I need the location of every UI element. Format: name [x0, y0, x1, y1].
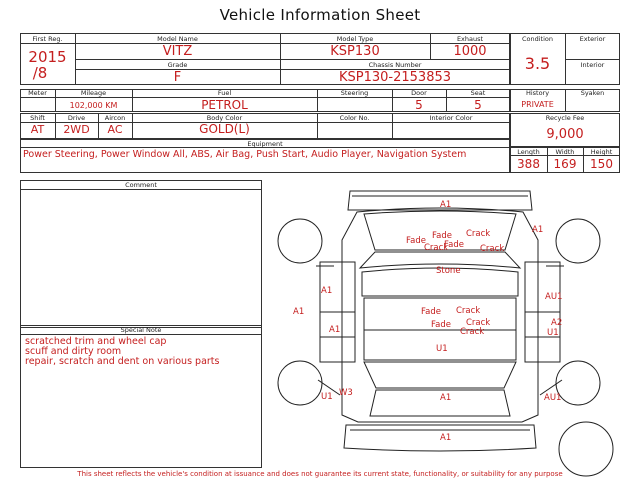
mark-cabin-u1: U1: [436, 344, 448, 354]
model-name-label: Model Name: [157, 35, 198, 43]
chassis-number-value: KSP130-2153853: [338, 70, 452, 85]
special-note-value: scratched trim and wheel cap scuff and dirty room repair, scratch and dent on various parts: [25, 336, 220, 367]
disclaimer-footer: This sheet reflects the vehicle's condition at issuance and does not guarantee its current state, functionality, or suitability for any purpose: [77, 470, 563, 478]
mark-right-door-u1: U1: [547, 328, 559, 338]
mark-right-fender: AU1: [545, 292, 563, 302]
first-reg-month: /8: [32, 64, 48, 82]
equipment-label: Equipment: [247, 140, 283, 148]
left-doors: [320, 312, 355, 362]
seat-value: 5: [474, 98, 482, 112]
mark-hood-crack-1: Crack: [466, 229, 491, 239]
model-name-value: VITZ: [162, 44, 193, 59]
mark-cabin-crack-3: Crack: [460, 327, 485, 337]
mark-hood-fade-2: Fade: [406, 236, 426, 246]
width-value: 169: [553, 157, 577, 171]
condition-label: Condition: [521, 35, 554, 43]
door-label: Door: [411, 89, 427, 97]
equipment-value: Power Steering, Power Window All, ABS, Air Bag, Push Start, Audio Player, Navigation System: [23, 149, 467, 160]
fuel-label: Fuel: [217, 89, 232, 97]
mark-cabin-fade-1: Fade: [421, 307, 441, 317]
body-color-value: GOLD(L): [199, 122, 250, 136]
first-reg-label: First Reg.: [32, 35, 63, 43]
grade-value: F: [173, 70, 182, 85]
first-reg-year: 2015: [28, 48, 67, 66]
syaken-label: Syaken: [580, 89, 605, 97]
color-no-label: Color No.: [339, 114, 370, 122]
mark-left-mirror: A1: [293, 307, 305, 317]
exhaust-label: Exhaust: [456, 35, 484, 43]
meter-label: Meter: [28, 89, 47, 97]
mark-hood-crack-2: Crack: [424, 243, 449, 253]
mark-right-front: A1: [532, 225, 544, 235]
mark-hood-fade-1: Fade: [432, 231, 452, 241]
comment-box: [20, 180, 262, 328]
mark-hood-crack-3: Crack: [480, 244, 505, 254]
right-front-fender: [525, 262, 563, 312]
chassis-number-label: Chassis Number: [368, 61, 422, 69]
length-label: Length: [517, 148, 540, 156]
mark-front-bumper: A1: [440, 200, 452, 210]
recycle-fee-value: 9,000: [546, 127, 584, 142]
mark-left-door: A1: [329, 325, 341, 335]
recycle-fee-label: Recycle Fee: [545, 114, 585, 122]
interior-color-label: Interior Color: [429, 114, 473, 122]
rear-window: [364, 362, 516, 388]
history-label: History: [525, 89, 550, 97]
mark-left-rear-u1: U1: [321, 392, 333, 402]
wheel-front-left: [278, 219, 322, 263]
interior-label: Interior: [580, 61, 605, 69]
model-type-label: Model Type: [336, 35, 374, 43]
mark-right-door-a2: A2: [551, 318, 563, 328]
body-color-label: Body Color: [206, 114, 243, 122]
drive-label: Drive: [67, 114, 86, 122]
sheet-title: Vehicle Information Sheet: [219, 6, 421, 24]
aircon-value: AC: [107, 123, 123, 136]
mileage-label: Mileage: [80, 89, 107, 97]
wheel-rear-right: [556, 361, 600, 405]
condition-value: 3.5: [524, 54, 551, 73]
mileage-value: 102,000 KM: [69, 101, 118, 110]
exterior-label: Exterior: [579, 35, 606, 43]
mark-cabin-crack-1: Crack: [456, 306, 481, 316]
wheel-rear-left: [278, 361, 322, 405]
mark-left-rear-w3: W3: [339, 388, 353, 398]
comment-label: Comment: [125, 181, 157, 189]
shift-label: Shift: [30, 114, 45, 122]
height-value: 150: [590, 157, 613, 171]
wheel-front-right: [556, 219, 600, 263]
shift-value: AT: [30, 123, 45, 136]
exhaust-value: 1000: [453, 44, 487, 59]
drive-value: 2WD: [63, 123, 90, 136]
mark-roof-stone: Stone: [436, 266, 461, 276]
steering-label: Steering: [340, 89, 369, 97]
aircon-label: Aircon: [104, 114, 126, 122]
width-label: Width: [555, 148, 575, 156]
mark-rear-bottom: A1: [440, 433, 452, 443]
grade-label: Grade: [167, 61, 188, 69]
special-note-label: Special Note: [120, 326, 162, 334]
mark-cabin-crack-2: Crack: [466, 318, 491, 328]
mark-right-rear: AU1: [544, 393, 562, 403]
door-value: 5: [415, 98, 423, 112]
history-value: PRIVATE: [521, 100, 554, 109]
mark-rear-bumper: A1: [440, 393, 452, 403]
model-type-value: KSP130: [330, 44, 380, 59]
height-label: Height: [590, 148, 613, 156]
mark-left-fender: A1: [321, 286, 333, 296]
seat-label: Seat: [470, 89, 486, 97]
length-value: 388: [517, 157, 540, 171]
mark-hood-fade-3: Fade: [444, 240, 464, 250]
spare-wheel: [559, 422, 613, 476]
fuel-value: PETROL: [201, 98, 248, 112]
mark-cabin-fade-2: Fade: [431, 320, 451, 330]
